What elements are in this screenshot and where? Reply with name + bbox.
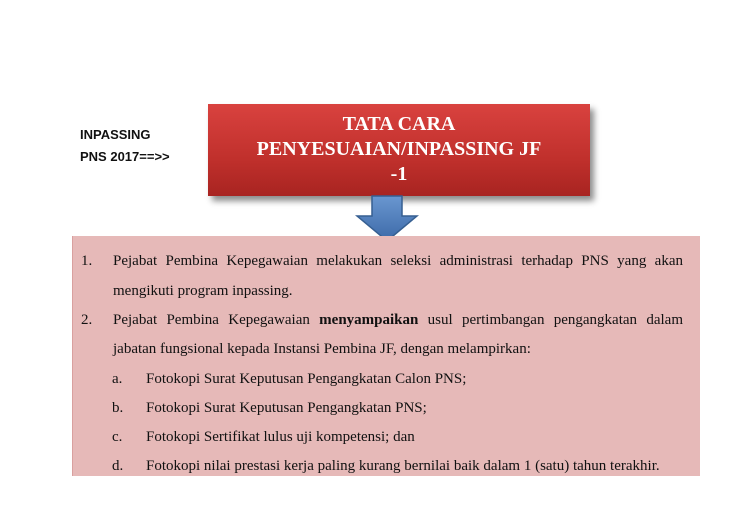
sub-item-text: Fotokopi Surat Keputusan Pengangkatan Calon PNS; xyxy=(146,371,467,387)
title-box xyxy=(208,104,590,196)
item-text-bold: menyampaikan xyxy=(319,312,419,328)
title-line2: PENYESUAIAN/INPASSING JF xyxy=(256,138,542,160)
content-box xyxy=(72,236,700,476)
inpassing-label xyxy=(80,124,170,168)
item-number: 2. xyxy=(81,312,93,328)
item-text-pre: Pejabat Pembina Kepegawaian xyxy=(113,312,320,328)
sub-item-text: Fotokopi Surat Keputusan Pengangkatan PNS; xyxy=(146,400,427,416)
item-text: mengikuti program inpassing. xyxy=(113,283,293,299)
sub-item-letter: a. xyxy=(112,371,123,387)
item-number: 1. xyxy=(81,253,93,269)
sub-item-letter: c. xyxy=(112,429,123,445)
inpassing-label-line1: INPASSING xyxy=(80,127,151,142)
item-text: Pejabat Pembina Kepegawaian melakukan seleksi administrasi terhadap PNS yang akan xyxy=(113,253,683,269)
item-text xyxy=(113,311,683,329)
item-text: jabatan fungsional kepada Instansi Pembina JF, dengan melampirkan: xyxy=(113,341,531,357)
sub-item-text: Fotokopi nilai prestasi kerja paling kurang bernilai baik dalam 1 (satu) tahun terakhir. xyxy=(146,458,660,474)
title-line1: TATA CARA xyxy=(342,113,456,135)
item-text-post: usul pertimbangan pengangkatan dalam xyxy=(418,312,683,328)
sub-item-letter: b. xyxy=(112,400,124,416)
inpassing-label-line2: PNS 2017==>> xyxy=(80,149,170,164)
sub-item-text: Fotokopi Sertifikat lulus uji kompetensi; dan xyxy=(146,429,415,445)
title-line3: -1 xyxy=(390,163,408,185)
sub-item-letter: d. xyxy=(112,458,124,474)
